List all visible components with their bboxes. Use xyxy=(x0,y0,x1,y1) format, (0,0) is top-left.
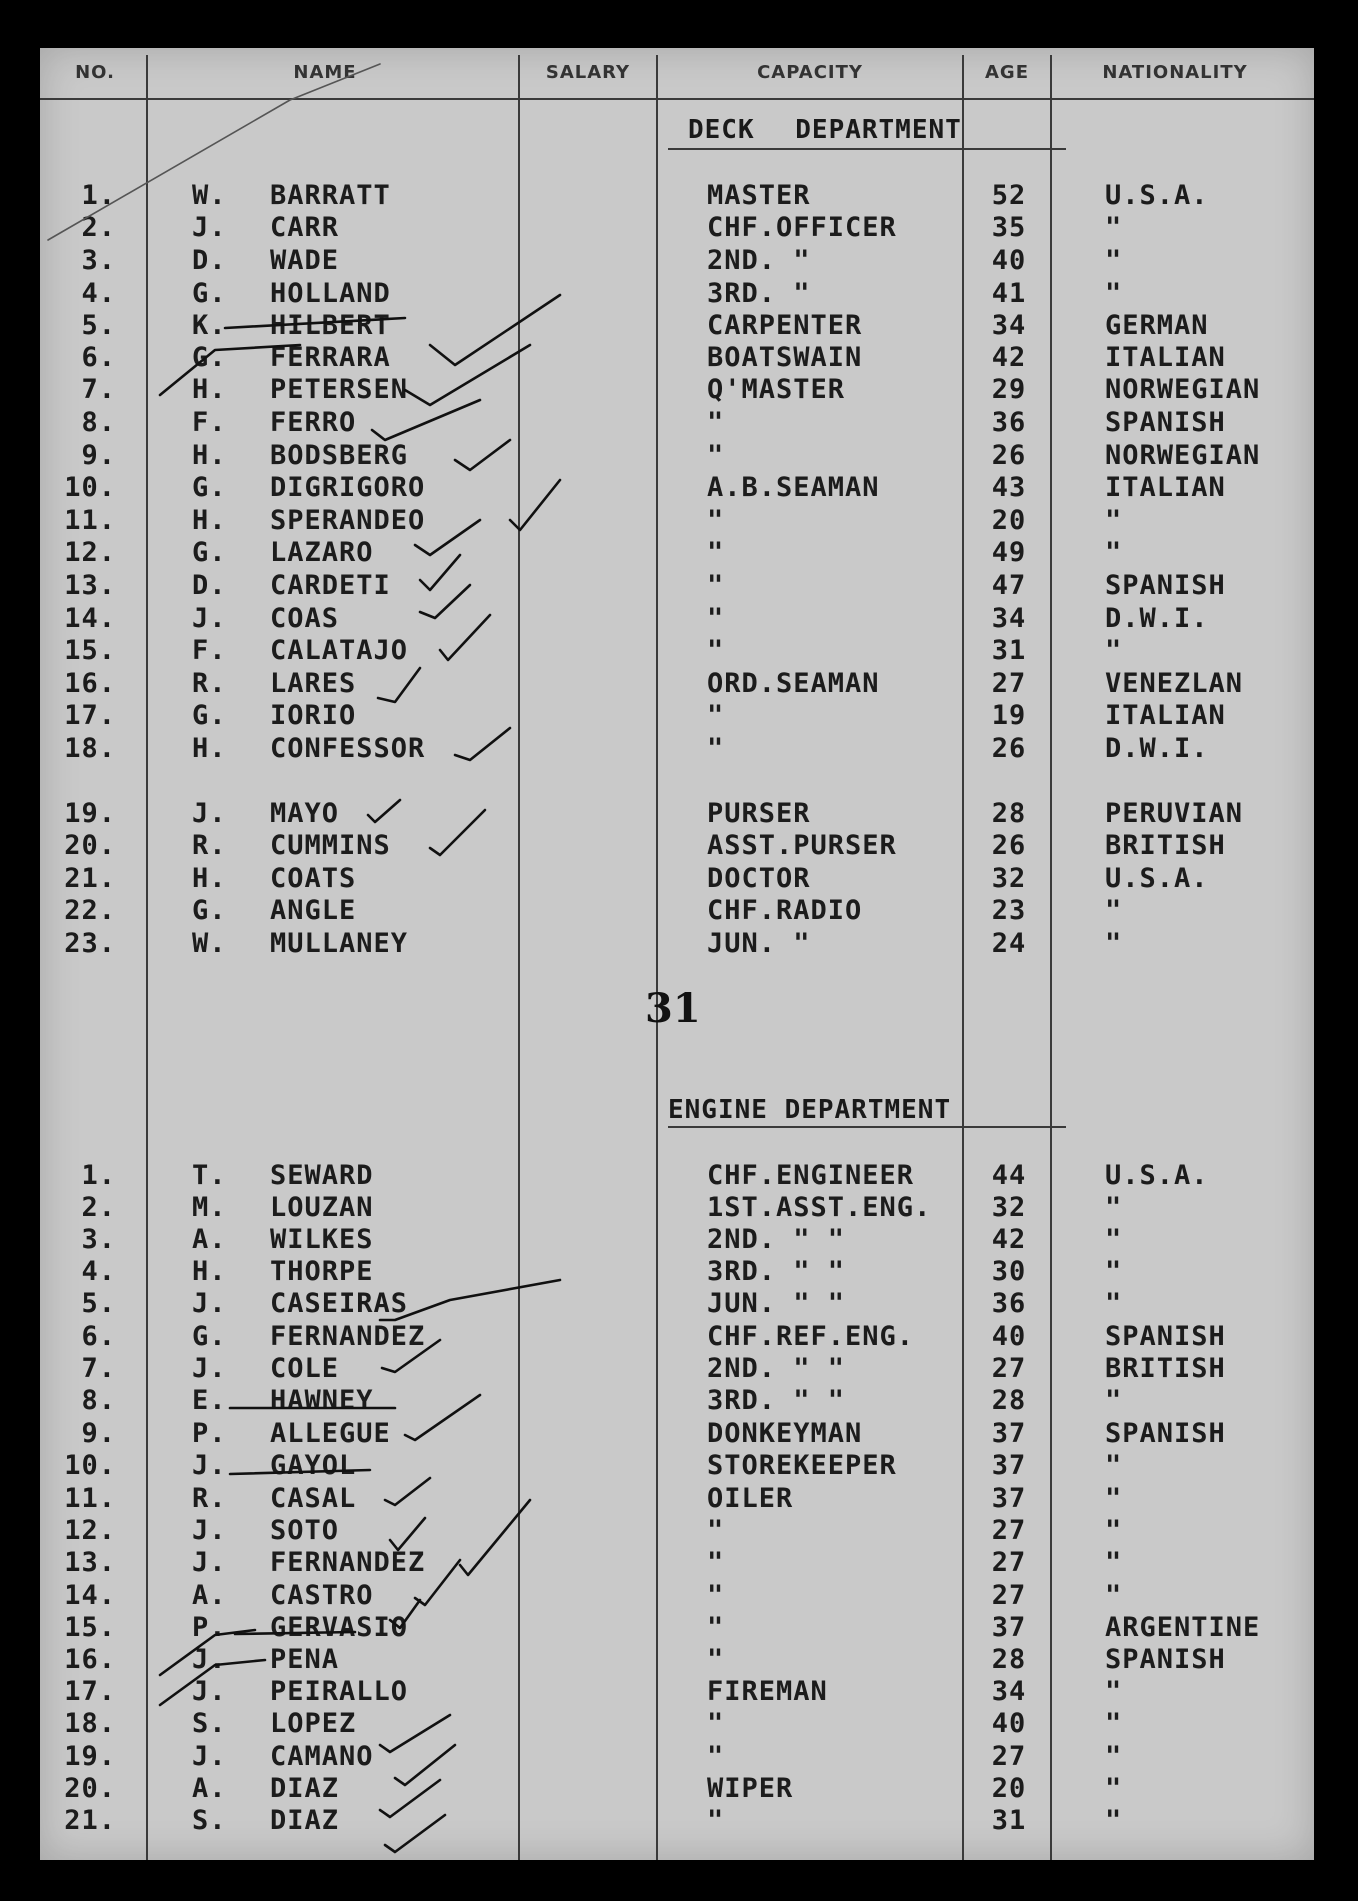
crew-initial: P. xyxy=(192,1612,227,1643)
crew-nationality: " xyxy=(1105,1515,1123,1546)
row-number: 20. xyxy=(64,830,116,861)
crew-initial: J. xyxy=(192,1353,227,1384)
crew-nationality: GERMAN xyxy=(1105,310,1209,341)
crew-surname: ANGLE xyxy=(270,895,357,926)
crew-age: 49 xyxy=(991,537,1027,568)
crew-capacity: Q'MASTER xyxy=(707,374,846,405)
page-number: 31 xyxy=(645,985,701,1032)
crew-capacity: " xyxy=(707,603,725,634)
crew-age: 41 xyxy=(991,278,1027,309)
crew-capacity: A.B.SEAMAN xyxy=(707,472,880,503)
crew-nationality: " xyxy=(1105,1741,1123,1772)
crew-capacity: " xyxy=(707,537,725,568)
crew-nationality: " xyxy=(1105,1288,1123,1319)
crew-nationality: D.W.I. xyxy=(1105,733,1209,764)
crew-capacity: " xyxy=(707,733,725,764)
crew-surname: LARES xyxy=(270,668,357,699)
crew-surname: HAWNEY xyxy=(270,1385,374,1416)
crew-initial: W. xyxy=(192,180,227,211)
crew-initial: W. xyxy=(192,928,227,959)
crew-age: 28 xyxy=(991,1644,1027,1675)
row-number: 7. xyxy=(81,374,116,405)
row-number: 18. xyxy=(64,1708,116,1739)
row-number: 17. xyxy=(64,1676,116,1707)
crew-age: 34 xyxy=(991,603,1027,634)
crew-age: 37 xyxy=(991,1418,1027,1449)
crew-surname: CASAL xyxy=(270,1483,357,1514)
crew-initial: A. xyxy=(192,1580,227,1611)
engine-department-title: ENGINE DEPARTMENT xyxy=(668,1095,952,1125)
crew-capacity: CHF.REF.ENG. xyxy=(707,1321,915,1352)
crew-capacity: " xyxy=(707,700,725,731)
crew-age: 27 xyxy=(991,1547,1027,1578)
crew-surname: WADE xyxy=(270,245,340,276)
crew-surname: DIGRIGORO xyxy=(270,472,426,503)
crew-capacity: 2ND. " xyxy=(707,245,811,276)
crew-surname: HILBERT xyxy=(270,310,391,341)
crew-capacity: 2ND. " " xyxy=(707,1353,846,1384)
crew-nationality: " xyxy=(1105,1450,1123,1481)
crew-capacity: " xyxy=(707,1547,725,1578)
row-number: 9. xyxy=(81,440,116,471)
crew-initial: G. xyxy=(192,472,227,503)
crew-capacity: " xyxy=(707,440,725,471)
header-age: AGE xyxy=(984,62,1029,83)
crew-initial: S. xyxy=(192,1805,227,1836)
crew-capacity: STOREKEEPER xyxy=(707,1450,897,1481)
crew-surname: DIAZ xyxy=(270,1773,340,1804)
crew-age: 44 xyxy=(991,1160,1027,1191)
crew-initial: M. xyxy=(192,1192,227,1223)
crew-initial: J. xyxy=(192,212,227,243)
crew-nationality: U.S.A. xyxy=(1105,180,1209,211)
crew-initial: H. xyxy=(192,505,227,536)
crew-surname: DIAZ xyxy=(270,1805,340,1836)
header-capacity: CAPACITY xyxy=(757,62,863,83)
crew-age: 23 xyxy=(991,895,1027,926)
crew-surname: BARRATT xyxy=(270,180,391,211)
crew-age: 26 xyxy=(991,733,1027,764)
header-no: NO. xyxy=(75,62,115,83)
row-number: 1. xyxy=(81,180,116,211)
row-number: 21. xyxy=(64,1805,116,1836)
row-number: 10. xyxy=(64,1450,116,1481)
crew-age: 27 xyxy=(991,1580,1027,1611)
crew-age: 52 xyxy=(991,180,1027,211)
crew-nationality: " xyxy=(1105,1676,1123,1707)
crew-capacity: " xyxy=(707,635,725,666)
crew-nationality: " xyxy=(1105,1224,1123,1255)
crew-nationality: " xyxy=(1105,895,1123,926)
crew-initial: K. xyxy=(192,310,227,341)
row-number: 16. xyxy=(64,668,116,699)
crew-nationality: D.W.I. xyxy=(1105,603,1209,634)
crew-nationality: ITALIAN xyxy=(1105,472,1226,503)
crew-capacity: " xyxy=(707,570,725,601)
row-number: 10. xyxy=(64,472,116,503)
crew-nationality: NORWEGIAN xyxy=(1105,440,1261,471)
row-number: 5. xyxy=(81,310,116,341)
crew-nationality: " xyxy=(1105,505,1123,536)
crew-age: 27 xyxy=(991,668,1027,699)
row-number: 20. xyxy=(64,1773,116,1804)
crew-capacity: 3RD. " " xyxy=(707,1256,846,1287)
crew-age: 34 xyxy=(991,310,1027,341)
crew-surname: HOLLAND xyxy=(270,278,391,309)
crew-capacity: " xyxy=(707,407,725,438)
crew-nationality: SPANISH xyxy=(1105,407,1226,438)
crew-surname: PENA xyxy=(270,1644,340,1675)
crew-nationality: ITALIAN xyxy=(1105,700,1226,731)
crew-initial: J. xyxy=(192,1515,227,1546)
row-number: 14. xyxy=(64,1580,116,1611)
crew-capacity: " xyxy=(707,1580,725,1611)
crew-age: 40 xyxy=(991,245,1027,276)
row-number: 6. xyxy=(81,1321,116,1352)
row-number: 6. xyxy=(81,342,116,373)
crew-nationality: SPANISH xyxy=(1105,1321,1226,1352)
crew-initial: G. xyxy=(192,700,227,731)
crew-age: 43 xyxy=(991,472,1027,503)
crew-surname: SEWARD xyxy=(270,1160,374,1191)
crew-nationality: PERUVIAN xyxy=(1105,798,1244,829)
row-number: 12. xyxy=(64,1515,116,1546)
crew-surname: COATS xyxy=(270,863,357,894)
row-number: 23. xyxy=(64,928,116,959)
crew-capacity: " xyxy=(707,1515,725,1546)
crew-age: 42 xyxy=(991,1224,1027,1255)
crew-capacity: " xyxy=(707,505,725,536)
crew-surname: PEIRALLO xyxy=(270,1676,409,1707)
crew-nationality: SPANISH xyxy=(1105,1644,1226,1675)
crew-capacity: " xyxy=(707,1741,725,1772)
crew-capacity: DOCTOR xyxy=(707,863,811,894)
crew-nationality: " xyxy=(1105,1805,1123,1836)
crew-age: 27 xyxy=(991,1353,1027,1384)
row-number: 22. xyxy=(64,895,116,926)
crew-nationality: " xyxy=(1105,928,1123,959)
row-number: 14. xyxy=(64,603,116,634)
crew-age: 40 xyxy=(991,1321,1027,1352)
crew-initial: R. xyxy=(192,1483,227,1514)
crew-initial: J. xyxy=(192,798,227,829)
crew-surname: SOTO xyxy=(270,1515,340,1546)
crew-age: 28 xyxy=(991,798,1027,829)
crew-initial: G. xyxy=(192,278,227,309)
crew-nationality: " xyxy=(1105,1580,1123,1611)
crew-initial: S. xyxy=(192,1708,227,1739)
crew-initial: F. xyxy=(192,635,227,666)
crew-capacity: CHF.ENGINEER xyxy=(707,1160,915,1191)
row-number: 13. xyxy=(64,1547,116,1578)
row-number: 15. xyxy=(64,635,116,666)
crew-surname: FERRARA xyxy=(270,342,391,373)
row-number: 11. xyxy=(64,1483,116,1514)
crew-initial: A. xyxy=(192,1773,227,1804)
header-nationality: NATIONALITY xyxy=(1102,62,1248,83)
crew-initial: J. xyxy=(192,1741,227,1772)
crew-surname: ALLEGUE xyxy=(270,1418,391,1449)
crew-age: 27 xyxy=(991,1741,1027,1772)
crew-surname: COLE xyxy=(270,1353,340,1384)
crew-capacity: PURSER xyxy=(707,798,811,829)
crew-age: 31 xyxy=(991,1805,1027,1836)
header-salary: SALARY xyxy=(545,62,631,83)
row-number: 13. xyxy=(64,570,116,601)
crew-surname: CARR xyxy=(270,212,340,243)
crew-initial: D. xyxy=(192,570,227,601)
crew-capacity: CHF.RADIO xyxy=(707,895,863,926)
crew-capacity: " xyxy=(707,1644,725,1675)
crew-initial: G. xyxy=(192,342,227,373)
crew-capacity: DONKEYMAN xyxy=(707,1418,863,1449)
row-number: 3. xyxy=(81,245,116,276)
crew-capacity: CHF.OFFICER xyxy=(707,212,897,243)
crew-surname: THORPE xyxy=(270,1256,374,1287)
crew-surname: CALATAJO xyxy=(270,635,409,666)
row-number: 12. xyxy=(64,537,116,568)
crew-initial: J. xyxy=(192,1676,227,1707)
header-name: NAME xyxy=(293,62,357,83)
row-number: 5. xyxy=(81,1288,116,1319)
crew-nationality: SPANISH xyxy=(1105,1418,1226,1449)
crew-capacity: " xyxy=(707,1805,725,1836)
crew-nationality: " xyxy=(1105,1708,1123,1739)
row-number: 1. xyxy=(81,1160,116,1191)
crew-nationality: " xyxy=(1105,1385,1123,1416)
crew-surname: MAYO xyxy=(270,798,340,829)
crew-initial: J. xyxy=(192,1288,227,1319)
crew-surname: SPERANDEO xyxy=(270,505,426,536)
crew-age: 42 xyxy=(991,342,1027,373)
row-number: 4. xyxy=(81,1256,116,1287)
crew-initial: H. xyxy=(192,440,227,471)
crew-capacity: JUN. " " xyxy=(707,1288,846,1319)
crew-age: 31 xyxy=(991,635,1027,666)
crew-initial: P. xyxy=(192,1418,227,1449)
crew-initial: A. xyxy=(192,1224,227,1255)
crew-surname: GERVASIO xyxy=(270,1612,409,1643)
crew-surname: CAMANO xyxy=(270,1741,374,1772)
crew-initial: D. xyxy=(192,245,227,276)
crew-surname: COAS xyxy=(270,603,340,634)
crew-age: 34 xyxy=(991,1676,1027,1707)
crew-age: 24 xyxy=(991,928,1027,959)
crew-capacity: CARPENTER xyxy=(707,310,863,341)
crew-age: 30 xyxy=(991,1256,1027,1287)
crew-surname: IORIO xyxy=(270,700,357,731)
crew-surname: WILKES xyxy=(270,1224,374,1255)
crew-initial: J. xyxy=(192,603,227,634)
row-number: 19. xyxy=(64,798,116,829)
crew-nationality: BRITISH xyxy=(1105,1353,1226,1384)
crew-surname: LAZARO xyxy=(270,537,374,568)
row-number: 2. xyxy=(81,212,116,243)
crew-nationality: U.S.A. xyxy=(1105,1160,1209,1191)
row-number: 9. xyxy=(81,1418,116,1449)
crew-nationality: ARGENTINE xyxy=(1105,1612,1261,1643)
row-number: 3. xyxy=(81,1224,116,1255)
crew-surname: GAYOL xyxy=(270,1450,357,1481)
crew-initial: G. xyxy=(192,1321,227,1352)
crew-initial: E. xyxy=(192,1385,227,1416)
row-number: 2. xyxy=(81,1192,116,1223)
crew-initial: G. xyxy=(192,537,227,568)
crew-age: 36 xyxy=(991,407,1027,438)
crew-initial: H. xyxy=(192,863,227,894)
crew-surname: LOUZAN xyxy=(270,1192,374,1223)
crew-nationality: " xyxy=(1105,1773,1123,1804)
crew-age: 20 xyxy=(991,1773,1027,1804)
row-number: 18. xyxy=(64,733,116,764)
crew-nationality: " xyxy=(1105,635,1123,666)
crew-initial: R. xyxy=(192,668,227,699)
crew-capacity: 3RD. " xyxy=(707,278,811,309)
crew-age: 26 xyxy=(991,830,1027,861)
crew-surname: FERNANDEZ xyxy=(270,1547,426,1578)
crew-initial: G. xyxy=(192,895,227,926)
row-number: 8. xyxy=(81,1385,116,1416)
crew-initial: H. xyxy=(192,733,227,764)
crew-age: 35 xyxy=(991,212,1027,243)
crew-capacity: " xyxy=(707,1708,725,1739)
crew-age: 47 xyxy=(991,570,1027,601)
crew-capacity: ORD.SEAMAN xyxy=(707,668,880,699)
crew-nationality: VENEZLAN xyxy=(1105,668,1244,699)
row-number: 17. xyxy=(64,700,116,731)
crew-nationality: " xyxy=(1105,537,1123,568)
crew-capacity: OILER xyxy=(707,1483,794,1514)
crew-nationality: " xyxy=(1105,278,1123,309)
crew-age: 20 xyxy=(991,505,1027,536)
crew-nationality: U.S.A. xyxy=(1105,863,1209,894)
crew-surname: CUMMINS xyxy=(270,830,391,861)
crew-nationality: " xyxy=(1105,1192,1123,1223)
crew-age: 29 xyxy=(991,374,1027,405)
crew-capacity: FIREMAN xyxy=(707,1676,828,1707)
deck-department-title: DECK DEPARTMENT xyxy=(688,115,962,145)
crew-age: 36 xyxy=(991,1288,1027,1319)
crew-nationality: " xyxy=(1105,1256,1123,1287)
crew-age: 40 xyxy=(991,1708,1027,1739)
crew-surname: FERNANDEZ xyxy=(270,1321,426,1352)
crew-age: 26 xyxy=(991,440,1027,471)
crew-capacity: " xyxy=(707,1612,725,1643)
crew-capacity: 2ND. " " xyxy=(707,1224,846,1255)
crew-surname: LOPEZ xyxy=(270,1708,357,1739)
crew-nationality: ITALIAN xyxy=(1105,342,1226,373)
crew-initial: H. xyxy=(192,374,227,405)
crew-surname: MULLANEY xyxy=(270,928,409,959)
crew-surname: CONFESSOR xyxy=(270,733,426,764)
crew-nationality: " xyxy=(1105,212,1123,243)
row-number: 4. xyxy=(81,278,116,309)
crew-surname: CASTRO xyxy=(270,1580,374,1611)
crew-age: 32 xyxy=(991,1192,1027,1223)
crew-age: 37 xyxy=(991,1612,1027,1643)
crew-initial: T. xyxy=(192,1160,227,1191)
crew-surname: FERRO xyxy=(270,407,357,438)
crew-nationality: " xyxy=(1105,245,1123,276)
crew-capacity: 1ST.ASST.ENG. xyxy=(707,1192,932,1223)
row-number: 7. xyxy=(81,1353,116,1384)
crew-nationality: BRITISH xyxy=(1105,830,1226,861)
row-number: 19. xyxy=(64,1741,116,1772)
crew-nationality: SPANISH xyxy=(1105,570,1226,601)
crew-nationality: " xyxy=(1105,1547,1123,1578)
crew-capacity: ASST.PURSER xyxy=(707,830,897,861)
crew-capacity: JUN. " xyxy=(707,928,811,959)
crew-initial: H. xyxy=(192,1256,227,1287)
crew-surname: PETERSEN xyxy=(270,374,409,405)
crew-age: 37 xyxy=(991,1483,1027,1514)
row-number: 8. xyxy=(81,407,116,438)
crew-age: 27 xyxy=(991,1515,1027,1546)
crew-capacity: WIPER xyxy=(707,1773,794,1804)
row-number: 15. xyxy=(64,1612,116,1643)
crew-surname: BODSBERG xyxy=(270,440,409,471)
crew-capacity: 3RD. " " xyxy=(707,1385,846,1416)
row-number: 16. xyxy=(64,1644,116,1675)
crew-capacity: MASTER xyxy=(707,180,811,211)
crew-nationality: NORWEGIAN xyxy=(1105,374,1261,405)
crew-initial: J. xyxy=(192,1644,227,1675)
crew-surname: CARDETI xyxy=(270,570,391,601)
crew-surname: CASEIRAS xyxy=(270,1288,409,1319)
crew-initial: J. xyxy=(192,1547,227,1578)
crew-initial: J. xyxy=(192,1450,227,1481)
crew-initial: R. xyxy=(192,830,227,861)
crew-age: 37 xyxy=(991,1450,1027,1481)
crew-age: 19 xyxy=(991,700,1027,731)
row-number: 21. xyxy=(64,863,116,894)
crew-age: 28 xyxy=(991,1385,1027,1416)
crew-capacity: BOATSWAIN xyxy=(707,342,863,373)
crew-nationality: " xyxy=(1105,1483,1123,1514)
row-number: 11. xyxy=(64,505,116,536)
crew-initial: F. xyxy=(192,407,227,438)
crew-age: 32 xyxy=(991,863,1027,894)
